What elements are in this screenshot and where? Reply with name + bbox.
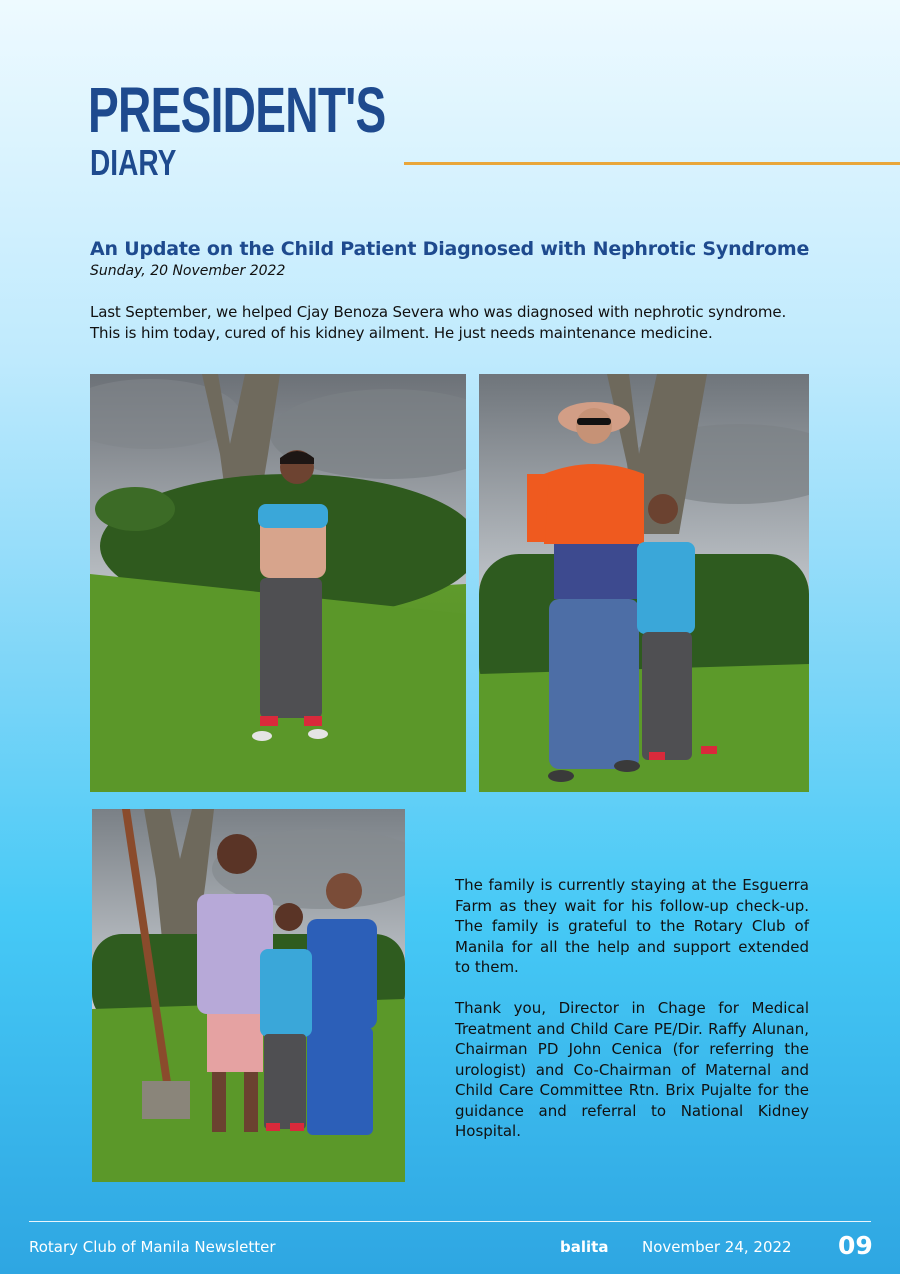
page-subtitle: DIARY: [90, 142, 177, 183]
article-paragraph: Thank you, Director in Chage for Medical Treatment and Child Care PE/Dir. Raffy Alunan, Chairman PD John Cenica (for referring the urologist) and Co-Chairman of Maternal and Child Care Committee Rtn. Brix Pujalte for the guidance and referral to National Kidney Hospital.: [455, 999, 809, 1140]
footer-date: November 24, 2022: [642, 1238, 792, 1256]
article-date: Sunday, 20 November 2022: [90, 263, 286, 279]
intro-line: This is him today, cured of his kidney ailment. He just needs maintenance medicine.: [90, 323, 713, 342]
article-body: [455, 875, 809, 1162]
footer-divider: [29, 1221, 871, 1222]
article-headline: An Update on the Child Patient Diagnosed with Nephrotic Syndrome: [90, 238, 810, 260]
intro-line: Last September, we helped Cjay Benoza Severa who was diagnosed with nephrotic syndrome.: [90, 303, 787, 321]
footer-club-name: Rotary Club of Manila Newsletter: [29, 1238, 276, 1256]
photo-family: [92, 809, 405, 1182]
page-number: 09: [838, 1231, 873, 1260]
article-paragraph: The family is currently staying at the Esguerra Farm as they wait for his follow-up check-up. The family is grateful to the Rotary Club of Manila for all the help and support extended to them.: [455, 876, 809, 976]
page-title: PRESIDENT'S: [88, 74, 386, 146]
title-divider: [404, 162, 900, 165]
photo-boy-with-director: [479, 374, 809, 792]
footer-publication: balita: [560, 1238, 609, 1256]
article-intro: [90, 302, 830, 343]
photo-boy-standing: [90, 374, 466, 792]
